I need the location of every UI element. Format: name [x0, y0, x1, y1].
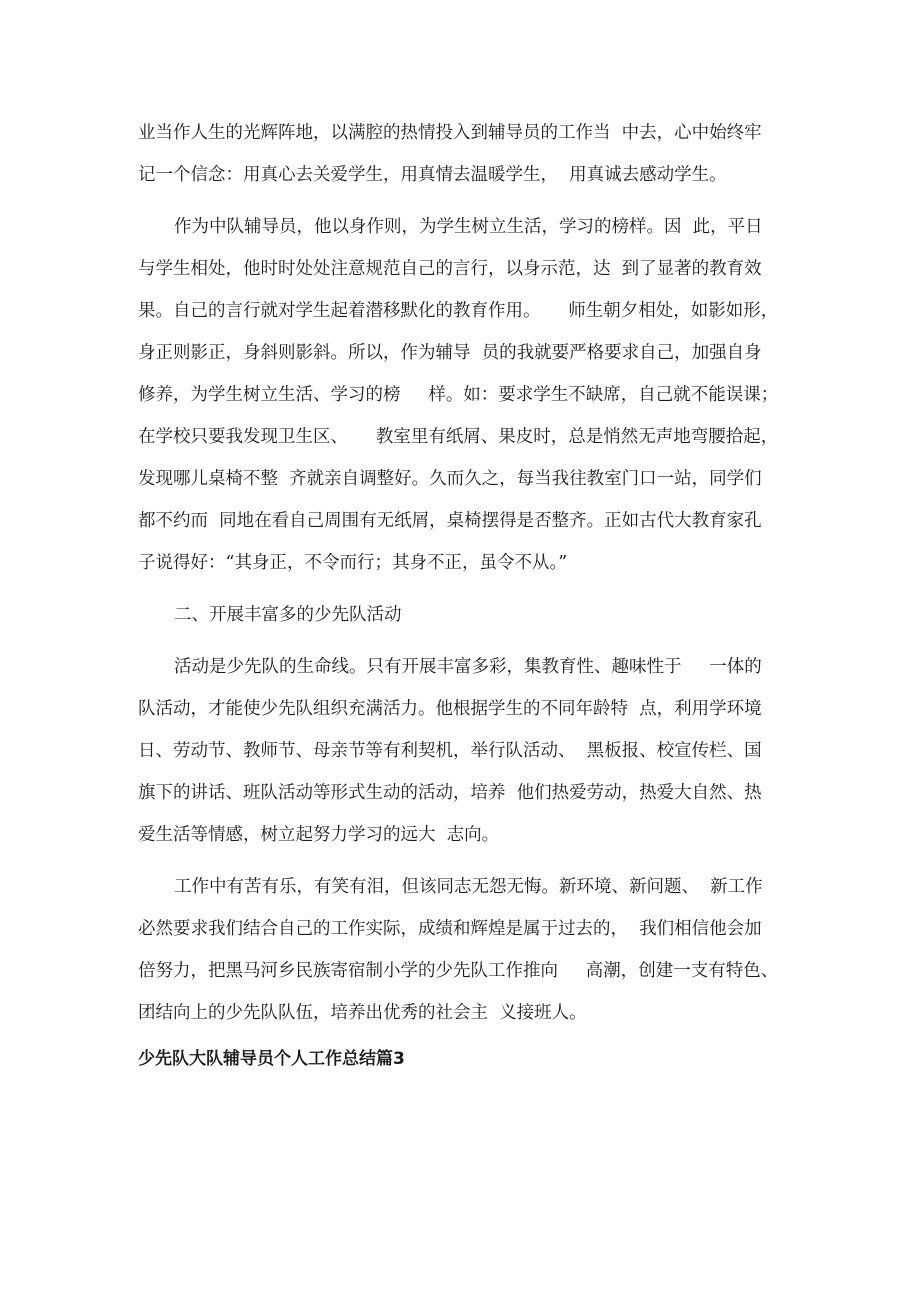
- text-line: 身正则影正，身斜则影斜。所以，作为辅导 员的我就要严格要求自己，加强自身: [138, 343, 762, 363]
- paragraph: [138, 866, 798, 1034]
- text-line: 果。自己的言行就对学生起着潜移默化的教育作用。 师生朝夕相处，如影如形，: [138, 301, 779, 321]
- text-line: 子说得好：“其身正，不令而行；其身不正，虽令不从。”: [138, 553, 568, 573]
- text-line: 都不约而 同地在看自己周围有无纸屑，桌椅摆得是否整齐。正如古代大教育家孔: [138, 511, 762, 531]
- subheading: [138, 594, 798, 636]
- text-line: 旗下的讲话、班队活动等形式生动的活动，培养 他们热爱劳动，热爱大自然、热: [138, 783, 762, 803]
- text-line: 修养，为学生树立生活、学习的榜 样。如：要求学生不缺席，自己就不能误课；: [138, 385, 779, 405]
- paragraph: [138, 112, 798, 196]
- text-line: 必然要求我们结合自己的工作实际，成绩和辉煌是属于过去的， 我们相信他会加: [138, 919, 762, 939]
- text-line: 与学生相处，他时时处处注意规范自己的言行，以身示范，达 到了显著的教育效: [138, 259, 762, 279]
- text-line: 倍努力，把黑马河乡民族寄宿制小学的少先队工作推向 高潮，创建一支有特色、: [138, 961, 779, 981]
- document-body: [138, 112, 798, 1080]
- text-line: 团结向上的少先队队伍，培养出优秀的社会主 义接班人。: [138, 1003, 587, 1023]
- paragraph: [138, 206, 798, 584]
- text-line: 工作中有苦有乐，有笑有泪，但该同志无怨无悔。新环境、新问题、 新工作: [174, 877, 763, 897]
- paragraph: [138, 646, 798, 856]
- text-line: 记一个信念：用真心去关爱学生，用真情去温暖学生， 用真诚去感动学生。: [138, 165, 727, 185]
- text-line: 业当作人生的光辉阵地，以满腔的热情投入到辅导员的工作当 中去，心中始终牢: [138, 123, 762, 143]
- subheading-text: 二、开展丰富多的少先队活动: [174, 605, 402, 625]
- text-line: 发现哪儿桌椅不整 齐就亲自调整好。久而久之，每当我往教室门口一站，同学们: [138, 469, 762, 489]
- text-line: 在学校只要我发现卫生区、 教室里有纸屑、果皮时，总是悄然无声地弯腰拾起，: [138, 427, 779, 447]
- text-line: 爱生活等情感，树立起努力学习的远大 志向。: [138, 825, 500, 845]
- text-line: 作为中队辅导员，他以身作则，为学生树立生活，学习的榜样。因 此，平日: [174, 217, 763, 237]
- text-line: 活动是少先队的生命线。只有开展丰富多彩，集教育性、趣味性于 一体的: [174, 657, 762, 677]
- section-heading: 少先队大队辅导员个人工作总结篇3: [138, 1049, 405, 1069]
- text-line: 队活动，才能使少先队组织充满活力。他根据学生的不同年龄特 点，利用学环境: [138, 699, 762, 719]
- text-line: 日、劳动节、教师节、母亲节等有利契机，举行队活动、 黑板报、校宣传栏、国: [138, 741, 762, 761]
